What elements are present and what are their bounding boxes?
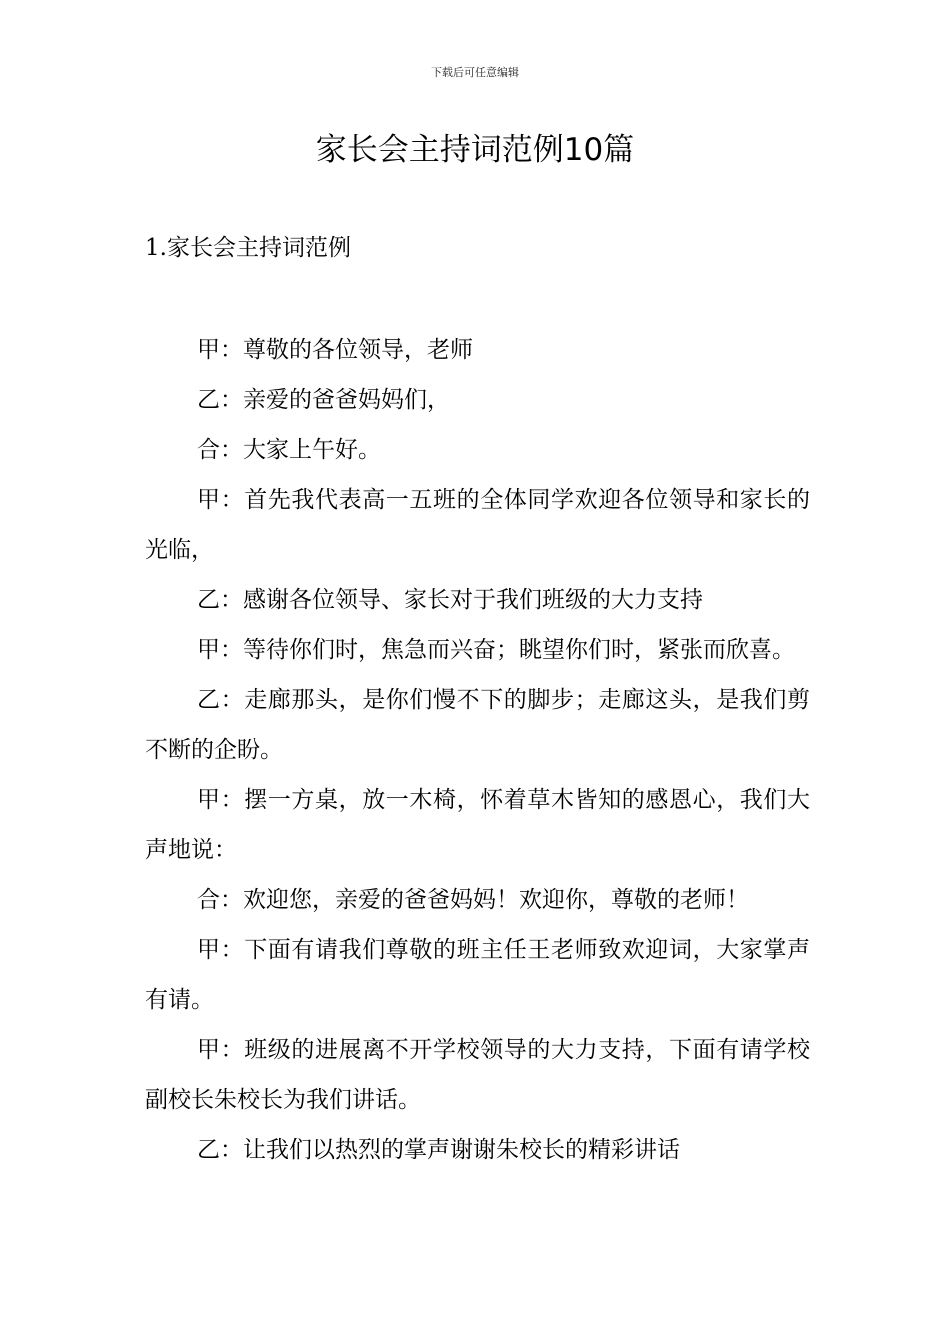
paragraph: 甲：等待你们时，焦急而兴奋；眺望你们时，紧张而欣喜。 [197, 637, 795, 663]
section-heading: 1.家长会主持词范例 [145, 235, 351, 261]
paragraph: 乙：走廊那头，是你们慢不下的脚步；走廊这头，是我们剪不断的企盼。 [145, 687, 810, 763]
paragraph: 甲：尊敬的各位领导，老师 [197, 337, 473, 363]
header-note: 下载后可任意编辑 [431, 66, 519, 79]
paragraph: 乙：感谢各位领导、家长对于我们班级的大力支持 [197, 587, 703, 613]
document-title: 家长会主持词范例10篇 [315, 132, 635, 168]
paragraph: 甲：下面有请我们尊敬的班主任王老师致欢迎词，大家掌声有请。 [145, 937, 810, 1013]
body-text [145, 325, 810, 1175]
paragraph: 乙：让我们以热烈的掌声谢谢朱校长的精彩讲话 [197, 1137, 680, 1163]
paragraph: 合：大家上午好。 [197, 437, 381, 463]
paragraph: 乙：亲爱的爸爸妈妈们， [197, 387, 450, 413]
paragraph: 甲：摆一方桌，放一木椅，怀着草木皆知的感恩心，我们大声地说： [145, 787, 810, 863]
paragraph: 甲：班级的进展离不开学校领导的大力支持，下面有请学校副校长朱校长为我们讲话。 [145, 1037, 810, 1113]
paragraph: 甲：首先我代表高一五班的全体同学欢迎各位领导和家长的光临， [145, 487, 810, 563]
paragraph: 合：欢迎您，亲爱的爸爸妈妈！欢迎你，尊敬的老师！ [197, 887, 749, 913]
